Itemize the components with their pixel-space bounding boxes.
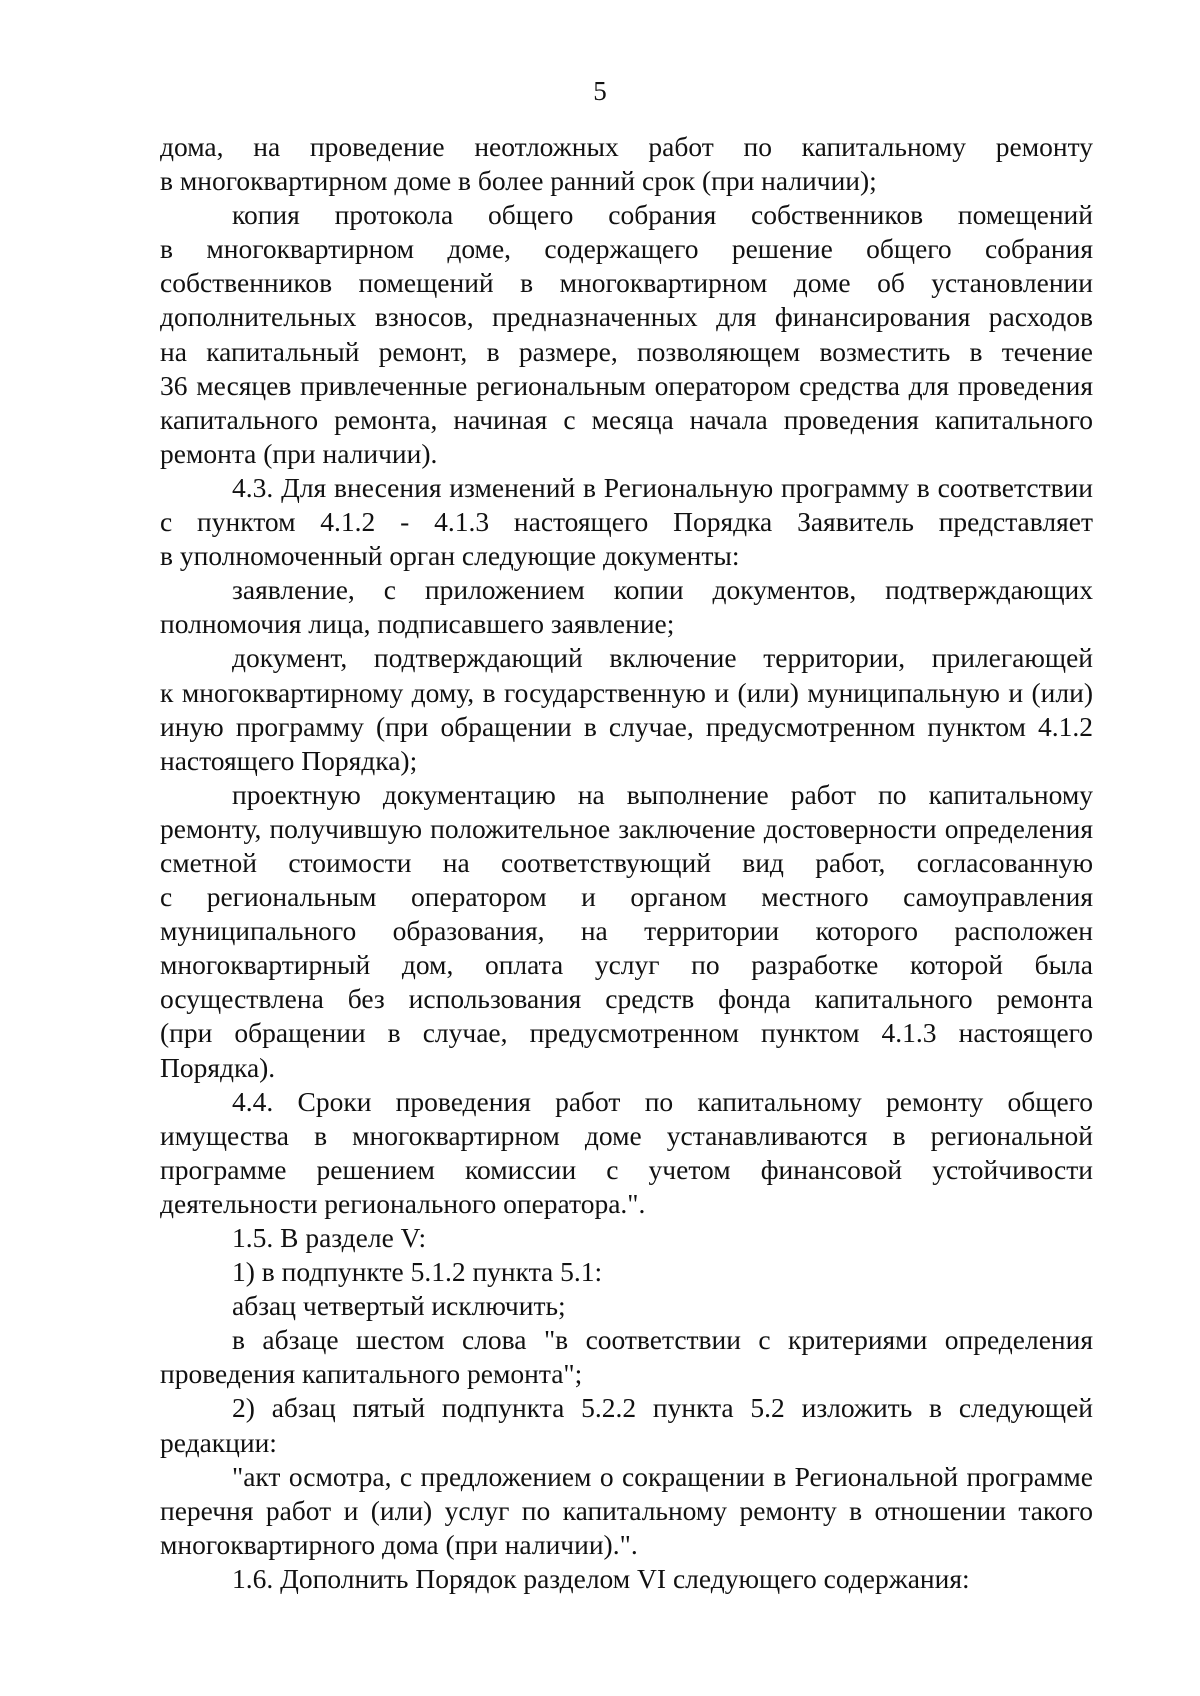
text-line: проведения капитального ремонта"; (160, 1358, 583, 1390)
text-line: программе решением комиссии с учетом финансовой устойчивости (160, 1153, 1093, 1185)
text-line: документ, подтверждающий включение территории, прилегающей (232, 642, 1093, 674)
text-line: с пунктом 4.1.2 - 4.1.3 настоящего Порядка Заявитель представляет (160, 506, 1093, 538)
text-line: 4.3. Для внесения изменений в Региональную программу в соответствии (232, 471, 1093, 503)
text-line: осуществлена без использования средств фонда капитального ремонта (160, 983, 1093, 1015)
text-line: сметной стоимости на соответствующий вид работ, согласованную (160, 846, 1093, 878)
text-line: в уполномоченный орган следующие документы: (160, 540, 740, 572)
text-line: в многоквартирном доме, содержащего решение общего собрания (160, 233, 1093, 265)
text-line: ремонта (при наличии). (160, 437, 438, 469)
text-line: дополнительных взносов, предназначенных для финансирования расходов (160, 301, 1093, 333)
text-line: 1.6. Дополнить Порядок разделом VI следующего содержания: (232, 1562, 970, 1594)
text-line: многоквартирный дом, оплата услуг по разработке которой была (160, 949, 1093, 981)
text-line: полномочия лица, подписавшего заявление; (160, 608, 675, 640)
text-line: перечня работ и (или) услуг по капитальному ремонту в отношении такого (160, 1494, 1093, 1526)
text-line: 1.5. В разделе V: (232, 1222, 427, 1253)
text-line: (при обращении в случае, предусмотренном пунктом 4.1.3 настоящего (160, 1017, 1093, 1049)
text-line: проектную документацию на выполнение работ по капитальному (232, 778, 1093, 810)
text-line: дома, на проведение неотложных работ по капитальному ремонту (160, 131, 1093, 162)
text-line: редакции: (160, 1426, 277, 1458)
text-line: деятельности регионального оператора.". (160, 1187, 646, 1219)
text-line: 1) в подпункте 5.1.2 пункта 5.1: (232, 1256, 603, 1288)
text-line: к многоквартирному дому, в государственную и (или) муниципальную и (или) (160, 676, 1093, 708)
text-line: копия протокола общего собрания собственников помещений (232, 199, 1093, 231)
page-number: 5 (593, 76, 607, 106)
text-line: в многоквартирном доме в более ранний срок (при наличии); (160, 165, 877, 197)
text-line: иную программу (при обращении в случае, предусмотренном пунктом 4.1.2 (160, 710, 1093, 742)
text-line: 4.4. Сроки проведения работ по капитальному ремонту общего (232, 1085, 1093, 1117)
text-line: абзац четвертый исключить; (232, 1290, 566, 1322)
text-line: с региональным оператором и органом местного самоуправления (160, 881, 1093, 913)
text-line: настоящего Порядка); (160, 744, 418, 776)
text-line: имущества в многоквартирном доме устанавливаются в региональной (160, 1119, 1093, 1151)
document-body (160, 130, 1093, 1596)
text-line: 2) абзац пятый подпункта 5.2.2 пункта 5.2 изложить в следующей (232, 1392, 1093, 1424)
text-line: на капитальный ремонт, в размере, позволяющем возместить в течение (160, 335, 1093, 367)
text-line: собственников помещений в многоквартирном доме об установлении (160, 267, 1093, 299)
text-line: в абзаце шестом слова "в соответствии с критериями определения (232, 1324, 1093, 1356)
text-line: многоквартирного дома (при наличии).". (160, 1528, 638, 1560)
text-line: Порядка). (160, 1051, 276, 1083)
text-line: ремонту, получившую положительное заключение достоверности определения (160, 812, 1093, 844)
text-line: "акт осмотра, с предложением о сокращении в Региональной программе (232, 1460, 1093, 1492)
text-line: 36 месяцев привлеченные региональным оператором средства для проведения (160, 369, 1093, 401)
text-line: капитального ремонта, начиная с месяца начала проведения капитального (160, 403, 1093, 435)
text-line: заявление, с приложением копии документов, подтверждающих (232, 574, 1093, 606)
text-line: муниципального образования, на территории которого расположен (160, 915, 1093, 947)
